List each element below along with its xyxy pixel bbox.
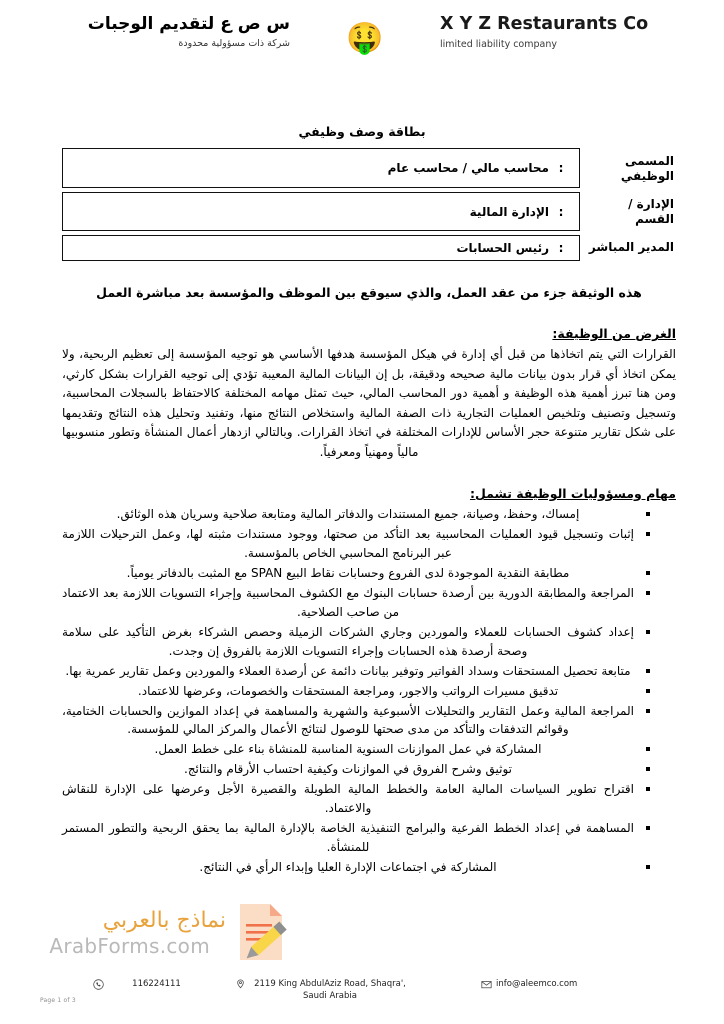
field-colon: : bbox=[558, 241, 564, 255]
department-label: الإدارة / القسم bbox=[628, 197, 674, 226]
department-field bbox=[62, 192, 580, 231]
list-item: المراجعة المالية وعمل التقارير والتحليلات الأسبوعية والشهرية والمساهمة في إعداد الموازين والحسابات الختامية، وقوائم التدفقات والتأكد من مدى صحتها للوصول لنتائج الأعمال والمركز المالي للمؤسسة. bbox=[62, 702, 650, 740]
table-row bbox=[62, 192, 676, 231]
document-footer bbox=[0, 979, 724, 1002]
direct-manager-field bbox=[62, 235, 580, 261]
company-name-english: X Y Z Restaurants Co bbox=[440, 14, 649, 34]
watermark-text-arabic: نماذج بالعربي bbox=[102, 908, 226, 933]
location-pin-icon bbox=[235, 979, 246, 990]
list-item: إثبات وتسجيل قيود العمليات المحاسبية بعد التأكد من صحتها، ووجود مستندات مثبته لها، وعمل الترحيلات اللازمة عبر البرنامج المحاسبي الخاص بالمؤسسة. bbox=[62, 525, 650, 563]
table-row bbox=[62, 235, 676, 261]
money-mouth-face-emoji-icon: 🤑 bbox=[346, 21, 384, 56]
duties-list bbox=[62, 505, 676, 877]
table-row bbox=[62, 148, 676, 188]
list-item: إعداد كشوف الحسابات للعملاء والموردين وجاري الشركات الزميلة وحصص الشركاء بغرض التأكيد على سلامة وصحة أرصدة هذه الحسابات وإجراء التسويات اللازمة بالفروق إن وجدت. bbox=[62, 623, 650, 661]
list-item: المشاركة في عمل الموازنات السنوية المناسبة للمنشاة بناء على خطط العمل. bbox=[62, 740, 650, 759]
purpose-paragraph: القرارات التي يتم اتخاذها من قبل أي إدارة في هيكل المؤسسة هدفها الأساسي هو توجيه المؤسسة إلى تعظيم الربحية، ولا يمكن اتخاذ أي قرار بدون بيانات مالية صحيحه ودقيقة، بل إن البيانات المالية المعيبة تؤدي إلى توجيه القرارات بشكل كارثي، ومن هنا تبرز أهمية هذه الوظيفة و أهمية دور المحاسب المالي، حيث تمثل مهامه المختلفة كالاحتفاظ بالسجلات المحاسبية، وتسجيل وتصنيف وتلخيص العمليات التجارية ذات الصفة المالية واستخلاص النتائج منها، وتفنيد وتحليل هذه النتائج وتقديمها على شكل تقارير متنوعة حجر الأساس للإدارات المختلفة في اتخاذ القرارات. وبالتالي ازدهار أعمال المنشأة وتطور منسوبيها مالياً ومهنياً ومعرفياً. bbox=[62, 347, 676, 459]
job-title-value: محاسب مالي / محاسب عام bbox=[387, 161, 549, 175]
field-colon: : bbox=[558, 161, 564, 175]
footer-phone bbox=[93, 979, 205, 990]
list-item: اقتراح تطوير السياسات المالية العامة والخطط المالية الطويلة والقصيرة الأجل وعرضها على الإدارة للنقاش والاعتماد. bbox=[62, 780, 650, 818]
contract-notice-text: هذه الوثيقة جزء من عقد العمل، والذي سيوقع بين الموظف والمؤسسة بعد مباشرة العمل bbox=[96, 285, 642, 300]
job-title-label: المسمى الوظيفي bbox=[620, 154, 674, 183]
footer-email-text: info@aleemco.com bbox=[496, 979, 578, 990]
document-body bbox=[62, 283, 676, 877]
list-item: المراجعة والمطابقة الدورية بين أرصدة حسابات البنوك مع الكشوف المحاسبية وإجراء التسويات اللازمة بعد الاعتماد من صاحب الصلاحية. bbox=[62, 584, 650, 622]
footer-email bbox=[481, 979, 631, 990]
job-title-field bbox=[62, 148, 580, 188]
footer-address bbox=[235, 979, 451, 1002]
footer-address-text: 2119 King AbdulAziz Road, Shaqra', Saudi Arabia bbox=[254, 979, 406, 1001]
list-item: المشاركة في اجتماعات الإدارة العليا وإبداء الرأي في النتائج. bbox=[62, 858, 650, 877]
company-subtitle-english: limited liability company bbox=[440, 38, 557, 50]
footer-phone-text: 116224111 bbox=[132, 979, 181, 990]
direct-manager-label: المدير المباشر bbox=[588, 240, 674, 254]
company-name-arabic: س ص ع لتقديم الوجبات bbox=[87, 14, 290, 34]
department-value: الإدارة المالية bbox=[469, 204, 549, 219]
page-number: Page 1 of 3 bbox=[40, 997, 76, 1004]
list-item: توثيق وشرح الفروق في الموازنات وكيفية احتساب الأرقام والنتائج. bbox=[62, 760, 650, 779]
list-item: إمساك، وحفظ، وصيانة، جميع المستندات والدفاتر المالية ومتابعة صلاحية وسريان هذه الوثائق. bbox=[62, 505, 650, 524]
document-pencil-icon bbox=[230, 902, 288, 964]
document-header bbox=[0, 0, 724, 96]
direct-manager-value: رئيس الحسابات bbox=[456, 241, 549, 255]
company-branding-arabic bbox=[40, 14, 290, 50]
arabforms-watermark bbox=[18, 902, 288, 1004]
list-item: مطابقة النقدية الموجودة لدى الفروع وحسابات نقاط البيع SPAN مع المثبت بالدفاتر يومياً. bbox=[62, 564, 650, 583]
page-title: بطاقة وصف وظيفي bbox=[298, 124, 426, 139]
watermark-text-latin: ArabForms.com bbox=[49, 934, 210, 958]
purpose-heading: الغرض من الوظيفة: bbox=[552, 326, 676, 342]
field-colon: : bbox=[558, 204, 564, 219]
duties-heading: مهام ومسؤوليات الوظيفة تشمل: bbox=[469, 486, 676, 501]
phone-icon bbox=[93, 979, 104, 990]
company-branding-english bbox=[440, 14, 690, 50]
envelope-icon bbox=[481, 979, 492, 990]
company-subtitle-arabic: شركة ذات مسؤولية محدودة bbox=[178, 38, 290, 50]
list-item: تدقيق مسيرات الرواتب والاجور، ومراجعة المستحقات والخصومات، وعرضها للاعتماد. bbox=[62, 682, 650, 701]
list-item: المساهمة في إعداد الخطط الفرعية والبرامج التنفيذية الخاصة بالإدارة المالية بما يحقق الربحية والتطور المستمر للمنشأة. bbox=[62, 819, 650, 857]
job-info-table bbox=[62, 148, 676, 261]
list-item: متابعة تحصيل المستحقات وسداد الفواتير وتوفير بيانات دائمة عن أرصدة العملاء والموردين وعمل تقارير عمرية بها. bbox=[62, 662, 650, 681]
